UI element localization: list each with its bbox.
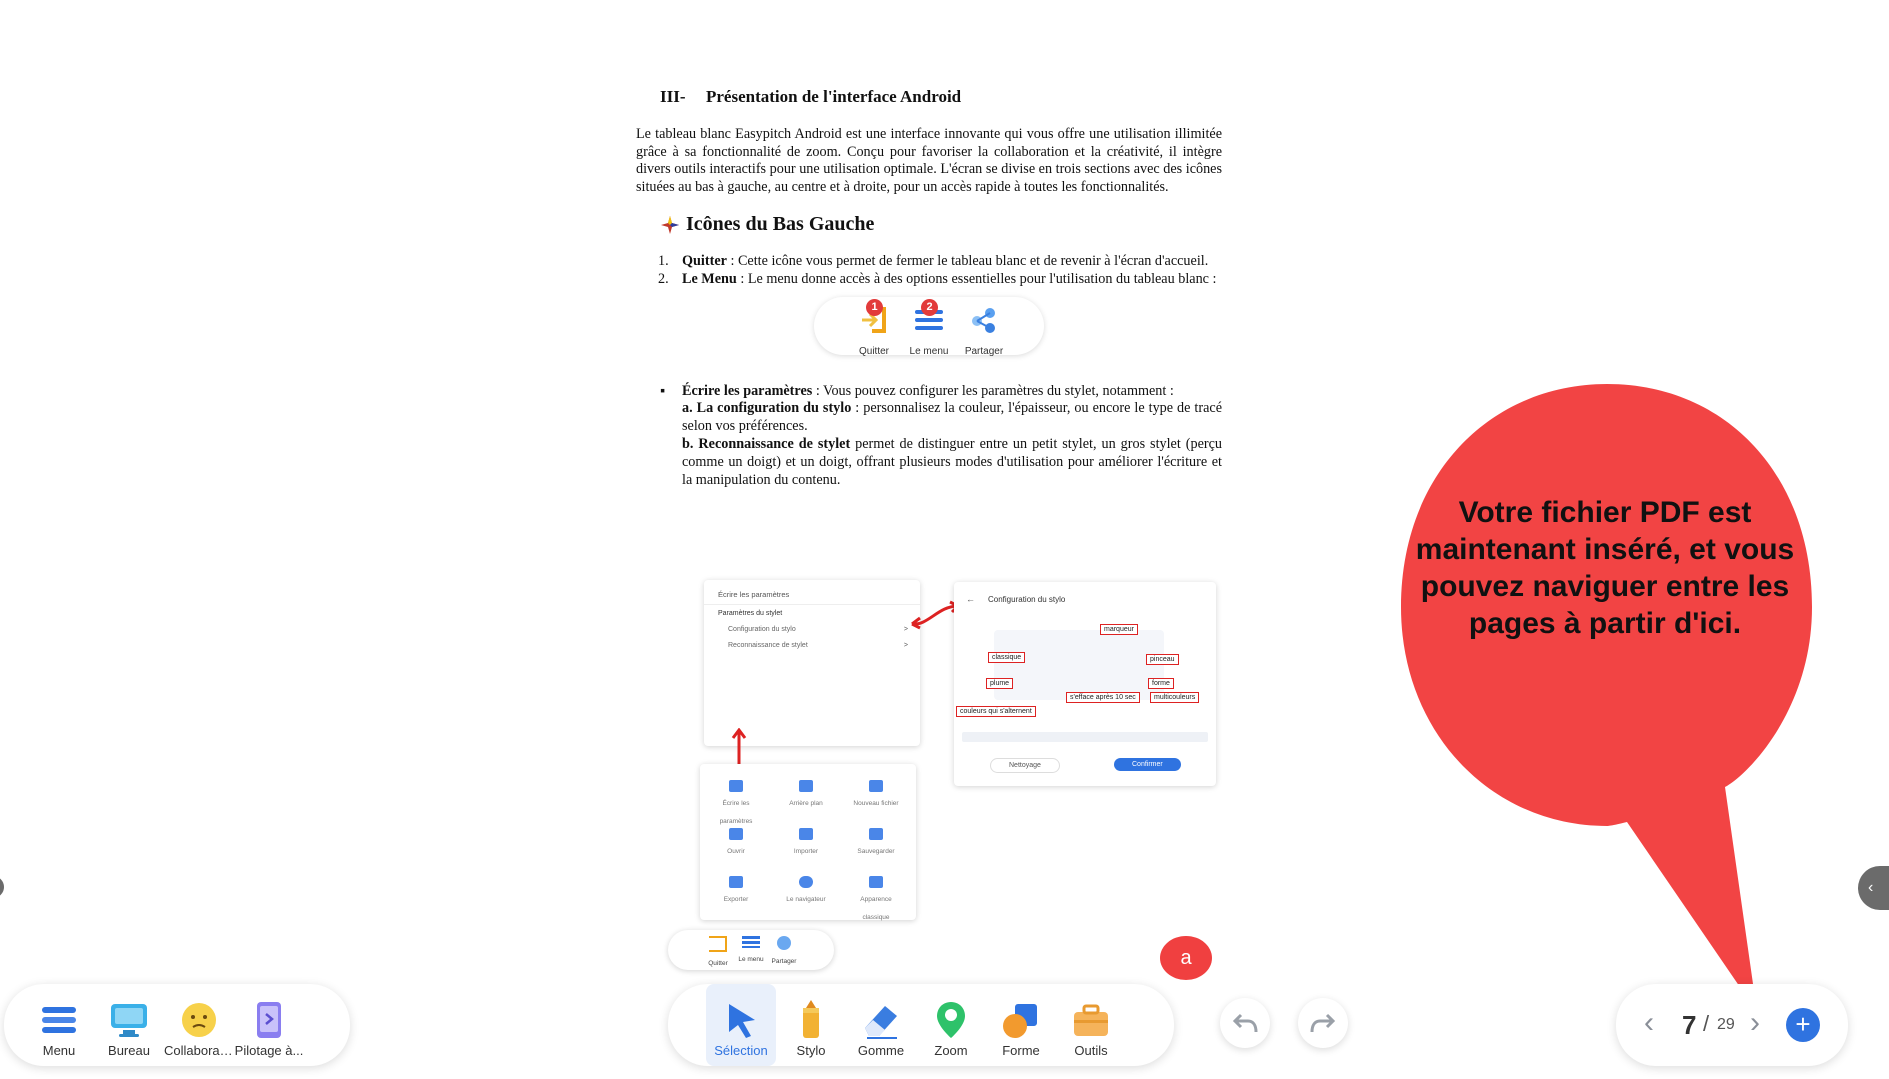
- plus-icon: +: [1795, 1009, 1811, 1039]
- grid-item: [778, 828, 834, 858]
- left-toolbar: [4, 984, 350, 1066]
- mini-quit: [844, 300, 904, 362]
- grid-item: [778, 876, 834, 906]
- star-bullet-icon: [660, 215, 680, 235]
- bullet-item: [660, 382, 1222, 490]
- grid-label: Nouveau fichier: [853, 800, 899, 807]
- bullet-b-text: permet de distinguer entre un petit stylet, un gros stylet (perçu comme un doigt) et un doigt, offrant plusieurs modes d'utilisation pour améliorer l'écriture et la manipulation du contenu.: [682, 435, 1222, 488]
- callout-text: Votre fichier PDF est maintenant inséré, et vous pouvez naviguer entre les pages à partir d'ici.: [1415, 496, 1795, 640]
- annotation-label: marqueur: [1100, 624, 1138, 635]
- location-pin-icon: [929, 998, 973, 1042]
- mini2-label: Le menu: [738, 956, 764, 963]
- grid-item: [778, 780, 834, 810]
- mini-toolbar-2: [668, 930, 834, 970]
- total-pages: 29: [1717, 1016, 1735, 1033]
- grid-item: [708, 876, 764, 906]
- badge: 2: [921, 299, 938, 316]
- undo-button[interactable]: [1220, 998, 1270, 1048]
- undo-icon: [1232, 1012, 1258, 1034]
- mini-label: Le menu: [909, 346, 949, 358]
- shape-tool[interactable]: [986, 984, 1056, 1066]
- share-icon: [777, 936, 791, 950]
- mini-share: [954, 307, 1014, 362]
- emoji-icon: [177, 998, 221, 1042]
- next-page-button[interactable]: ›: [1750, 1006, 1760, 1039]
- list-item: [658, 270, 1222, 289]
- grid-item: [848, 876, 904, 924]
- grid-item: [708, 780, 764, 828]
- mini-label: Quitter: [858, 346, 889, 358]
- grid-label: Exporter: [723, 896, 749, 903]
- import-icon: [799, 828, 813, 840]
- grid-item: [848, 780, 904, 810]
- export-icon: [729, 876, 743, 888]
- config-preview: [994, 630, 1164, 700]
- settings-icon: [729, 780, 743, 792]
- item-term: Le Menu: [682, 270, 737, 287]
- menu-grid-panel: [700, 764, 916, 920]
- tool-label: Forme: [1002, 1043, 1040, 1058]
- side-panel-toggle[interactable]: [1858, 866, 1889, 910]
- page-separator: /: [1703, 1011, 1710, 1036]
- speech-bubble-callout: [1395, 382, 1825, 1022]
- section-heading: [660, 88, 1222, 106]
- annotation-label: pinceau: [1146, 654, 1179, 665]
- chevron-left-icon: ‹: [1868, 879, 1874, 896]
- grid-label: Importer: [793, 848, 819, 855]
- share-icon: [970, 307, 998, 333]
- current-page: 7: [1682, 1010, 1697, 1040]
- save-icon: [869, 828, 883, 840]
- add-page-button[interactable]: [1786, 1008, 1820, 1042]
- item-number: 1.: [658, 252, 669, 269]
- intro-paragraph: Le tableau blanc Easypitch Android est une interface innovante qui vous offre une utilisation illimitée grâce à sa fonctionnalité de zoom. Conçu pour favoriser la collaboration et la créativité, il intègre divers outils interactifs pour une utilisation optimale. L'écran se divise en trois sections avec des icônes situées au bas à gauche, au centre et à droite, pour un accès rapide à toutes les fonctionnalités.: [636, 125, 1222, 196]
- tool-label: Menu: [42, 1043, 76, 1058]
- tools-button[interactable]: [1056, 984, 1126, 1066]
- pen-tool[interactable]: [776, 984, 846, 1066]
- grid-label: Arrière plan: [789, 800, 823, 807]
- exit-icon: [709, 936, 727, 952]
- annotation-label: s'efface après 10 sec: [1066, 692, 1140, 703]
- grid-label: Apparence classique: [860, 896, 892, 921]
- grid-label: Sauvegarder: [857, 848, 895, 855]
- bullet-list: [636, 383, 1222, 490]
- confirm-button: Confirmer: [1114, 758, 1181, 771]
- item-text: : Cette icône vous permet de fermer le tableau blanc et de revenir à l'écran d'accueil.: [726, 252, 1209, 269]
- cursor-arrow-icon: [719, 998, 763, 1042]
- background-icon: [799, 780, 813, 792]
- page-navigator: [1616, 984, 1848, 1066]
- bullet-text: : Vous pouvez configurer les paramètres du stylet, notamment :: [812, 382, 1174, 399]
- numbered-list: [636, 253, 1222, 289]
- annotation-label: couleurs qui s'alternent: [956, 706, 1036, 717]
- settings-title: Écrire les paramètres: [718, 590, 790, 599]
- bullet-a-term: a. La configuration du stylo: [682, 400, 852, 417]
- item-term: Quitter: [682, 252, 727, 269]
- subheading: [660, 215, 1222, 235]
- clear-button: Nettoyage: [990, 758, 1060, 773]
- grid-label: Le navigateur: [786, 896, 826, 903]
- redo-button[interactable]: [1298, 998, 1348, 1048]
- grid-label: Ouvrir: [727, 848, 745, 855]
- prev-page-button[interactable]: ‹: [1644, 1006, 1654, 1039]
- config-panel: [954, 582, 1216, 786]
- tool-label: Sélection: [714, 1043, 768, 1058]
- mini2-item: [764, 936, 804, 968]
- grid-item: [848, 828, 904, 858]
- section-title: Présentation de l'interface Android: [706, 87, 962, 106]
- appearance-icon: [869, 876, 883, 888]
- annotation-label: plume: [986, 678, 1013, 689]
- shapes-icon: [999, 998, 1043, 1042]
- tablet-icon: [247, 998, 291, 1042]
- annotation-label: forme: [1148, 678, 1174, 689]
- settings-section: Paramètres du stylet: [718, 610, 783, 617]
- chevron-right-icon: >: [903, 626, 908, 633]
- folder-icon: [729, 828, 743, 840]
- chevron-right-icon: >: [903, 642, 908, 649]
- back-arrow-icon: ←: [966, 594, 975, 604]
- mini-toolbar-illustration: [814, 297, 1044, 358]
- mini-menu: [899, 300, 959, 362]
- mini2-label: Quitter: [708, 960, 728, 967]
- bullet-b-term: b. Reconnaissance de stylet: [682, 435, 851, 452]
- monitor-icon: [107, 998, 151, 1042]
- badge: 1: [866, 299, 883, 316]
- menu-icon: [37, 998, 81, 1042]
- list-item: [658, 252, 1222, 271]
- selection-tool[interactable]: [706, 984, 776, 1066]
- eraser-icon: [859, 998, 903, 1042]
- tool-label: Zoom: [934, 1043, 968, 1058]
- grid-label: Écrire les paramètres: [719, 800, 753, 825]
- settings-item: Configuration du stylo: [728, 626, 796, 633]
- remote-control-button[interactable]: [234, 984, 304, 1066]
- menu-button[interactable]: [24, 984, 94, 1066]
- tool-label: Outils: [1074, 1043, 1108, 1058]
- mini2-label: Partager: [771, 958, 797, 965]
- left-edge-handle[interactable]: [0, 876, 4, 898]
- color-strip: [962, 732, 1208, 742]
- bullet-term: Écrire les paramètres: [682, 382, 813, 399]
- tool-label: Stylo: [796, 1043, 826, 1058]
- tool-label: Collaborat...: [164, 1043, 234, 1058]
- menu-icon: [742, 936, 760, 948]
- navigator-icon: [799, 876, 813, 888]
- item-number: 2.: [658, 270, 669, 287]
- section-number: III-: [660, 87, 686, 106]
- settings-item: Reconnaissance de stylet: [728, 642, 808, 649]
- new-file-icon: [869, 780, 883, 792]
- zoom-tool[interactable]: [916, 984, 986, 1066]
- tool-label: Pilotage à...: [234, 1043, 304, 1058]
- eraser-tool[interactable]: [846, 984, 916, 1066]
- config-title: Configuration du stylo: [988, 595, 1066, 604]
- bullet-a-text: : personnalisez la couleur, l'épaisseur, ou encore le type de tracé selon vos préférences.: [682, 400, 1222, 435]
- marker-a: a: [1160, 936, 1212, 980]
- collaboration-button[interactable]: [164, 984, 234, 1066]
- tool-label: Bureau: [108, 1043, 150, 1058]
- annotation-label: multicouleurs: [1150, 692, 1199, 703]
- settings-illustration: [700, 578, 1220, 978]
- item-text: : Le menu donne accès à des options essentielles pour l'utilisation du tableau blanc :: [736, 270, 1217, 287]
- pdf-page: [636, 88, 1222, 489]
- tool-label: Gomme: [857, 1043, 905, 1058]
- annotation-label: classique: [988, 652, 1025, 663]
- desktop-button[interactable]: [94, 984, 164, 1066]
- redo-icon: [1310, 1012, 1336, 1034]
- subheading-text: Icônes du Bas Gauche: [686, 213, 875, 236]
- pen-icon: [789, 998, 833, 1042]
- grid-item: [708, 828, 764, 858]
- toolbox-icon: [1069, 998, 1113, 1042]
- settings-panel: [704, 580, 920, 746]
- mini-label: Partager: [964, 346, 1004, 358]
- bullet-marker: ▪: [660, 382, 666, 399]
- center-toolbar: [668, 984, 1174, 1066]
